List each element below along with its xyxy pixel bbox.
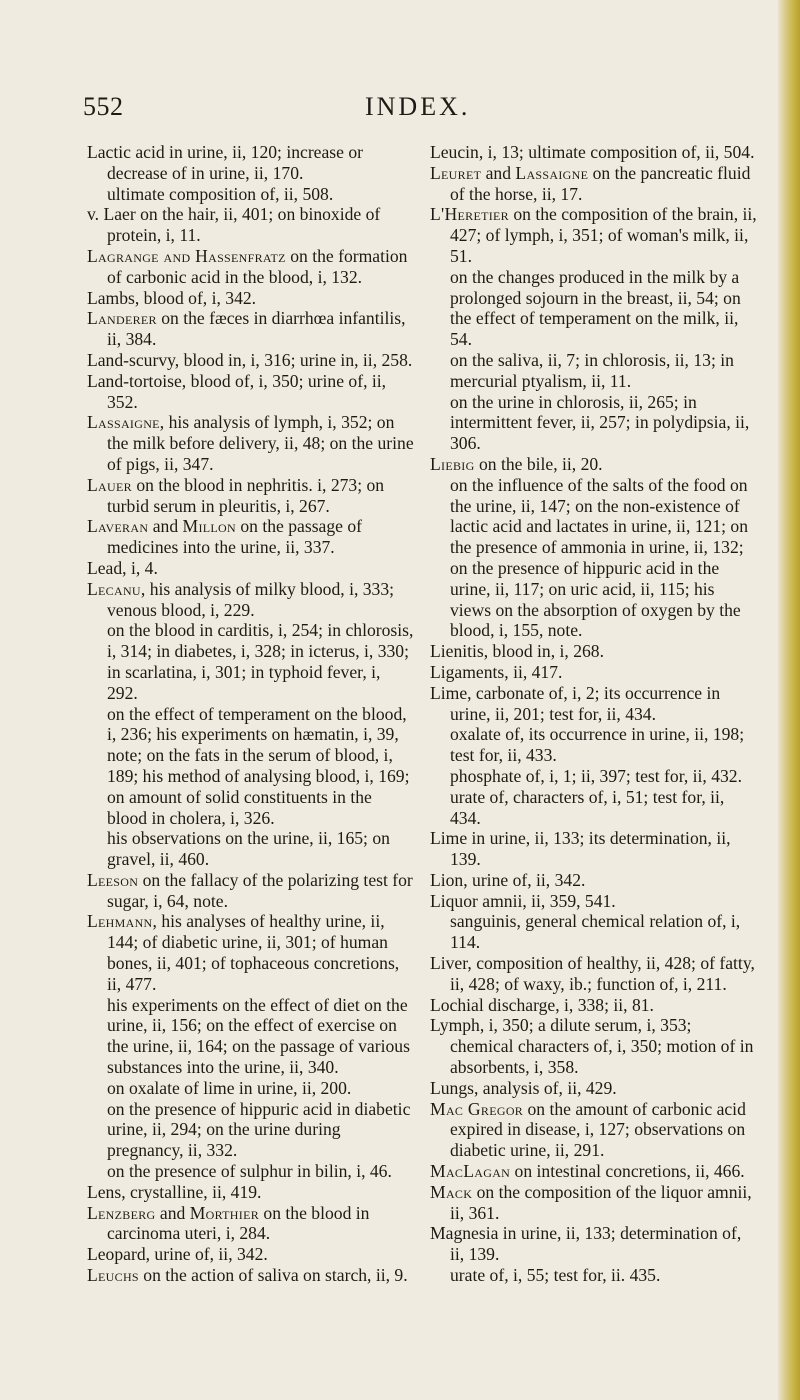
entry-text: , his analysis of lymph, i, 352; on the milk before delivery, ii, 48; on the urine of pigs, ii, 347. [107, 412, 414, 474]
entry-author: Morthier [189, 1202, 260, 1223]
entry-text: on intestinal concretions, ii, 466. [510, 1161, 745, 1182]
index-entry [430, 1078, 758, 1099]
index-entry [430, 1161, 758, 1182]
entry-text: on the effect of temperament on the blood, i, 236; his experiments on hæmatin, i, 39, note; on the fats in the serum of blood, i, 189; his method of analysing blood, i, 169; on amount of solid constituents in the blood in cholera, i, 326. [107, 703, 410, 828]
index-entry [87, 911, 415, 994]
index-entry [430, 454, 758, 475]
entry-text: on the blood in carditis, i, 254; in chlorosis, i, 314; in diabetes, i, 328; in icterus, i, 330; in scarlatina, i, 301; in typhoid fever, i, 292. [107, 620, 414, 703]
index-entry [87, 412, 415, 474]
entry-text: urate of, characters of, i, 51; test for, ii, 434. [450, 786, 725, 828]
entry-text: and [155, 1202, 190, 1223]
entry-author: Lagrange and Hassenfratz [87, 245, 286, 266]
index-entry [87, 558, 415, 579]
entry-text: Lead, i, 4. [87, 557, 158, 578]
entry-text: Lambs, blood of, i, 342. [87, 287, 257, 308]
index-entry [430, 870, 758, 891]
entry-author: Mack [430, 1181, 473, 1202]
index-subentry [430, 766, 758, 787]
entry-author: Lecanu [87, 578, 141, 599]
index-entry [430, 891, 758, 912]
entry-text: on the changes produced in the milk by a prolonged sojourn in the breast, ii, 54; on the effect of temperament on the milk, ii, 54. [450, 266, 741, 350]
index-entry [87, 870, 415, 912]
index-subentry [430, 911, 758, 953]
entry-text: v. Laer on the hair, ii, 401; on binoxide of protein, i, 11. [87, 204, 381, 246]
index-entry [430, 1182, 758, 1224]
entry-text: and [148, 516, 183, 537]
index-entry [430, 1015, 758, 1077]
entry-text: on the urine in chlorosis, ii, 265; in intermittent fever, ii, 257; in polydipsia, ii, 306. [450, 391, 750, 454]
page-number: 552 [83, 92, 124, 121]
index-entry [430, 683, 758, 725]
entry-text: on the action of saliva on starch, ii, 9. [138, 1265, 408, 1286]
index-subentry [87, 620, 415, 703]
entry-text: on oxalate of lime in urine, ii, 200. [107, 1077, 352, 1098]
index-subentry [87, 1161, 415, 1182]
entry-author: Lauer [87, 474, 132, 495]
index-subentry [430, 724, 758, 766]
index-entry [430, 142, 758, 163]
index-entry [430, 1223, 758, 1265]
entry-text: Land-tortoise, blood of, i, 350; urine of, ii, 352. [87, 370, 387, 412]
entry-author: L'Heretier [430, 204, 509, 225]
index-entry [430, 662, 758, 683]
index-entry [87, 246, 415, 288]
entry-text: Land-scurvy, blood in, i, 316; urine in, ii, 258. [87, 349, 413, 370]
entry-text: on the pancreatic fluid of the horse, ii, 17. [450, 162, 751, 204]
entry-text: on the fallacy of the polarizing test for sugar, i, 64, note. [107, 869, 413, 911]
entry-text: Ligaments, ii, 417. [430, 661, 563, 682]
index-entry [87, 516, 415, 558]
index-subentry [87, 184, 415, 205]
entry-author: Lassaigne [515, 162, 589, 183]
entry-text: on the presence of hippuric acid in diabetic urine, ii, 294; on the urine during pregnancy, ii, 332. [107, 1098, 411, 1161]
index-entry [87, 1203, 415, 1245]
entry-text: Magnesia in urine, ii, 133; determination of, ii, 139. [430, 1223, 742, 1265]
entry-text: , his analyses of healthy urine, ii, 144; of diabetic urine, ii, 301; of human bones, ii, 401; of tophaceous concretions, ii, 477. [107, 911, 400, 994]
index-subentry [87, 1078, 415, 1099]
entry-text: on the fæces in diarrhœa infantilis, ii, 384. [107, 308, 406, 350]
entry-author: Lenzberg [87, 1202, 156, 1223]
entry-text: on the blood in nephritis. i, 273; on turbid serum in pleuritis, i, 267. [107, 474, 385, 516]
index-subentry [87, 1099, 415, 1161]
index-entry [430, 641, 758, 662]
entry-text: on the composition of the liquor amnii, ii, 361. [450, 1181, 752, 1223]
index-column-right [430, 142, 758, 1286]
index-entry [87, 1265, 415, 1286]
index-entry [430, 204, 758, 266]
entry-text: phosphate of, i, 1; ii, 397; test for, ii, 432. [450, 765, 743, 786]
entry-text: Lymph, i, 350; a dilute serum, i, 353; chemical characters of, i, 350; motion of in absorbents, i, 358. [430, 1015, 754, 1078]
entry-text: on the formation of carbonic acid in the blood, i, 132. [107, 245, 408, 287]
entry-text: on the amount of carbonic acid expired in disease, i, 127; observations on diabetic urine, ii, 291. [450, 1098, 746, 1161]
page-header [0, 92, 800, 132]
entry-text: on the passage of medicines into the urine, ii, 337. [107, 516, 363, 558]
entry-text: on the blood in carcinoma uteri, i, 284. [107, 1202, 370, 1244]
entry-author: Leuchs [87, 1265, 139, 1286]
index-subentry [87, 995, 415, 1078]
index-entry [430, 828, 758, 870]
entry-text: Liquor amnii, ii, 359, 541. [430, 890, 616, 911]
entry-text: and [481, 162, 516, 183]
entry-text: Lens, crystalline, ii, 419. [87, 1181, 262, 1202]
entry-author: Leuret [430, 162, 482, 183]
index-entry [87, 288, 415, 309]
index-subentry [430, 787, 758, 829]
index-subentry [430, 392, 758, 454]
index-entry [87, 1244, 415, 1265]
index-entry [87, 1182, 415, 1203]
entry-text: his observations on the urine, ii, 165; on gravel, ii, 460. [107, 828, 390, 870]
index-entry [430, 995, 758, 1016]
entry-text: on the bile, ii, 20. [474, 453, 603, 474]
entry-author: Laveran [87, 516, 149, 537]
index-entry [87, 579, 415, 621]
entry-author: Lehmann [87, 911, 153, 932]
entry-text: Leucin, i, 13; ultimate composition of, ii, 504. [430, 142, 755, 162]
index-entry [87, 475, 415, 517]
entry-text: sanguinis, general chemical relation of, i, 114. [450, 911, 741, 953]
index-entry [87, 350, 415, 371]
index-subentry [430, 475, 758, 641]
index-subentry [430, 350, 758, 392]
entry-text: on the influence of the salts of the food on the urine, ii, 147; on the non-existence of lactic acid and lactates in urine, ii, 121; on the presence of ammonia in urine, ii, 132; on the presence of hippuric acid in the urine, ii, 117; on uric acid, ii, 115; his views on the absorption of oxygen by the blood, i, 155, note. [450, 474, 749, 641]
entry-text: oxalate of, its occurrence in urine, ii, 198; test for, ii, 433. [450, 724, 745, 766]
index-entry [87, 371, 415, 413]
entry-author: Mac Gregor [430, 1098, 524, 1119]
index-entry [87, 308, 415, 350]
entry-author: Leeson [87, 869, 139, 890]
entry-text: Lime, carbonate of, i, 2; its occurrence in urine, ii, 201; test for, ii, 434. [430, 682, 721, 724]
index-column-left [87, 142, 415, 1286]
entry-author: Landerer [87, 308, 157, 329]
entry-author: Liebig [430, 453, 475, 474]
entry-text: on the composition of the brain, ii, 427; of lymph, i, 351; of woman's milk, ii, 51. [450, 204, 757, 266]
entry-text: on the saliva, ii, 7; in chlorosis, ii, 13; in mercurial ptyalism, ii, 11. [450, 349, 734, 391]
entry-text: , his analysis of milky blood, i, 333; venous blood, i, 229. [107, 578, 395, 620]
index-entry [87, 142, 415, 184]
entry-text: Leopard, urine of, ii, 342. [87, 1244, 268, 1265]
gilt-page-edge [778, 0, 800, 1400]
entry-author: Lassaigne [87, 412, 160, 433]
entry-text: on the presence of sulphur in bilin, i, 46. [107, 1161, 392, 1182]
index-subentry [87, 828, 415, 870]
entry-text: his experiments on the effect of diet on the urine, ii, 156; on the effect of exercise on the urine, ii, 164; on the passage of various substances into the urine, ii, 340. [107, 994, 410, 1078]
index-entry [430, 953, 758, 995]
index-entry [430, 163, 758, 205]
entry-text: Lion, urine of, ii, 342. [430, 869, 586, 890]
entry-author: MacLagan [430, 1161, 511, 1182]
entry-text: ultimate composition of, ii, 508. [107, 183, 334, 204]
entry-text: Liver, composition of healthy, ii, 428; of fatty, ii, 428; of waxy, ib.; function of, i, 211. [430, 953, 755, 994]
entry-author: Millon [182, 516, 236, 537]
running-title: INDEX. [365, 92, 471, 121]
index-subentry [430, 267, 758, 350]
index-subentry [87, 704, 415, 829]
entry-text: Lienitis, blood in, i, 268. [430, 641, 604, 662]
entry-text: Lochial discharge, i, 338; ii, 81. [430, 994, 654, 1015]
entry-text: Lungs, analysis of, ii, 429. [430, 1077, 617, 1098]
entry-text: urate of, i, 55; test for, ii. 435. [450, 1265, 661, 1286]
entry-text: Lactic acid in urine, ii, 120; increase or decrease of in urine, ii, 170. [87, 142, 364, 183]
index-subentry [430, 1265, 758, 1286]
entry-text: Lime in urine, ii, 133; its determination, ii, 139. [430, 828, 731, 870]
index-entry [430, 1099, 758, 1161]
index-entry [87, 204, 415, 246]
